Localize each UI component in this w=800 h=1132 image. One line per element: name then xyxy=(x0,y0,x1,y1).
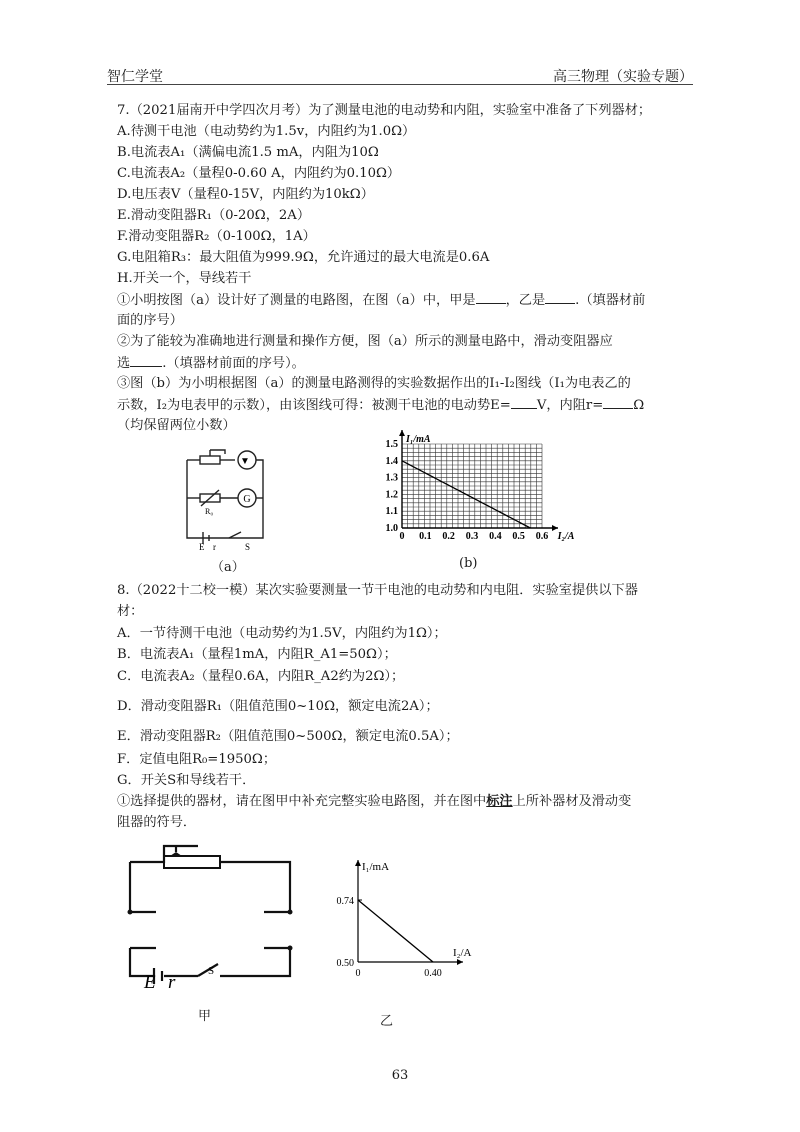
q7-sub1-text-a: ①小明按图（a）设计好了测量的电路图，在图（a）中，甲是 xyxy=(117,293,476,308)
q7-sub3-text-d: Ω xyxy=(633,398,645,413)
data-line xyxy=(358,900,433,962)
terminal-dot xyxy=(288,910,293,915)
q7-item-d: D.电压表V（量程0-15V，内阻约为10kΩ） xyxy=(117,187,374,202)
q8-sub1-text-a: ①选择提供的器材，请在图甲中补充完整实验电路图，并在图中 xyxy=(117,794,487,809)
x-tick-label: 0.6 xyxy=(535,531,549,542)
q7-sub2-line1: ②为了能较为准确地进行测量和操作方便，图（a）所示的测量电路中，滑动变阻器应 xyxy=(117,334,613,349)
y-tick-label: 1.3 xyxy=(385,472,398,484)
q7-sub2-line2 xyxy=(117,354,305,373)
y-tick-label: 0.50 xyxy=(336,958,354,969)
q7-title: 7.（2021届南开中学四次月考）为了测量电池的电动势和内阻，实验室中准备了下列器材； xyxy=(117,103,652,118)
x-tick-label: 0.5 xyxy=(512,531,525,542)
e-label: E xyxy=(144,972,156,993)
x-axis-label: I₂/A xyxy=(453,947,472,959)
q7-sub3-text-c: V，内阻r= xyxy=(536,398,604,413)
q7-sub1-text-b: ，乙是 xyxy=(505,293,546,308)
q8-circuit-jia xyxy=(120,838,305,998)
q8-title-line1: 8.（2022十二校一模）某次实验要测量一节干电池的电动势和内电阻．实验室提供以下器 xyxy=(117,583,638,598)
y-tick-label: 1.0 xyxy=(385,523,398,534)
r0-label: R₀ xyxy=(205,507,214,516)
y-tick-label: 1.2 xyxy=(385,489,398,501)
meter-jia-mark: ▼ xyxy=(240,456,250,467)
q8-sub1-emphasis: 标注 xyxy=(486,794,513,809)
blank-yi[interactable] xyxy=(545,291,575,304)
chart-b xyxy=(372,432,575,552)
page-number: 63 xyxy=(391,1068,409,1083)
x-tick-label: 0.4 xyxy=(489,531,502,542)
header-left: 智仁学堂 xyxy=(107,69,163,85)
r-label-a: r xyxy=(213,542,216,552)
x-tick-label: 0.1 xyxy=(419,531,432,542)
q7-item-a: A.待测干电池（电动势约为1.5v，内阻约为1.0Ω） xyxy=(117,124,416,139)
q7-item-h: H.开关一个，导线若干 xyxy=(117,271,252,286)
wire-top-right xyxy=(220,862,290,912)
q8-item-g: G．开关S和导线若干． xyxy=(117,773,256,788)
y-tick-label: 0.74 xyxy=(336,896,354,907)
x-tick-label: 0.2 xyxy=(442,531,455,542)
q7-item-e: E.滑动变阻器R₁（0-20Ω，2A） xyxy=(117,208,311,223)
y-tick-label: 1.4 xyxy=(385,455,398,467)
r-label: r xyxy=(168,972,176,993)
q7-sub1-line1 xyxy=(117,291,645,310)
q7-item-f: F.滑动变阻器R₂（0-100Ω，1A） xyxy=(117,229,316,244)
q7-sub1-line2: 面的序号） xyxy=(117,313,183,328)
q7-item-c: C.电流表A₂（量程0-0.60 A，内阻约为0.10Ω） xyxy=(117,166,401,181)
x-axis-label: I₂/A xyxy=(557,531,575,542)
y-axis-label: I₁/mA xyxy=(362,861,390,873)
rheostat-symbol xyxy=(200,456,220,464)
x-tick-label: 0.3 xyxy=(465,531,479,542)
q7-sub2-text-b: 选 xyxy=(117,356,131,371)
terminal-dot xyxy=(128,910,133,915)
q8-item-f: F．定值电阻R₀=1950Ω； xyxy=(117,752,277,767)
s-label-a: S xyxy=(245,542,251,552)
q8-item-e: E．滑动变阻器R₂（阻值范围0~500Ω，额定电流0.5A）； xyxy=(117,729,459,744)
q7-sub3-line1: ③图（b）为小明根据图（a）的测量电路测得的实验数据作出的I₁-I₂图线（I₁为电表乙的 xyxy=(117,376,631,391)
caption-a: （a） xyxy=(211,560,245,575)
q7-sub2-text-c: .（填器材前面的序号）。 xyxy=(162,356,305,371)
x-axis-arrow-icon xyxy=(457,959,463,965)
slider-arrow-icon xyxy=(170,852,182,856)
header-divider xyxy=(107,84,693,85)
rheostat-r-symbol xyxy=(164,856,220,868)
e-label-a: E xyxy=(199,542,205,552)
y-axis-arrow-icon xyxy=(355,860,361,866)
meter-yi-mark: G xyxy=(243,494,251,505)
q7-sub3-line2 xyxy=(117,396,644,415)
caption-b: (b) xyxy=(459,556,478,571)
q8-sub1-text-c: 上所补器材及滑动变 xyxy=(512,794,632,809)
x-tick-label: 0 xyxy=(355,968,361,979)
s-label: S xyxy=(208,965,215,977)
blank-rheostat[interactable] xyxy=(130,354,162,367)
q7-item-b: B.电流表A₁（满偏电流1.5 mA，内阻为10Ω xyxy=(117,145,379,160)
header-right: 高三物理（实验专题） xyxy=(553,69,693,85)
q8-sub1-line2: 阻器的符号． xyxy=(117,815,197,830)
q7-sub1-text-c: .（填器材前 xyxy=(575,293,646,308)
q8-title-line2: 材： xyxy=(117,604,144,619)
q7-sub3-text-b: 示数，I₂为电表甲的示数），由该图线可得：被测干电池的电动势E= xyxy=(117,398,511,413)
y-tick-label: 1.1 xyxy=(385,506,398,518)
x-tick-label: 0 xyxy=(399,531,405,542)
y-axis-label: I₁/mA xyxy=(406,434,431,445)
x-tick-label: 0.40 xyxy=(424,968,442,979)
q7-circuit-a xyxy=(175,440,275,552)
terminal-dot xyxy=(288,946,293,951)
q8-item-d: D．滑动变阻器R₁（阻值范围0~10Ω，额定电流2A）； xyxy=(117,699,439,714)
blank-emf[interactable] xyxy=(511,396,537,409)
blank-jia[interactable] xyxy=(476,291,506,304)
q7-sub3-line3: （均保留两位小数） xyxy=(117,418,236,433)
y-tick-label: 1.5 xyxy=(385,439,398,450)
chart-yi xyxy=(320,852,495,987)
q8-sub1-line1 xyxy=(117,793,631,811)
caption-yi: 乙 xyxy=(380,1014,394,1029)
y-axis-arrow-icon xyxy=(399,430,405,436)
q8-item-b: B．电流表A₁（量程1mA，内阻R_A1=50Ω）； xyxy=(117,647,397,662)
caption-jia: 甲 xyxy=(198,1009,212,1024)
q7-item-g: G.电阻箱R₃：最大阻值为999.9Ω，允许通过的最大电流是0.6A xyxy=(117,250,490,265)
q8-item-a: A．一节待测干电池（电动势约为1.5V，内阻约为1Ω）； xyxy=(117,626,447,641)
blank-resistance[interactable] xyxy=(603,396,633,409)
q8-item-c: C．电流表A₂（量程0.6A，内阻R_A2约为2Ω）； xyxy=(117,669,405,684)
